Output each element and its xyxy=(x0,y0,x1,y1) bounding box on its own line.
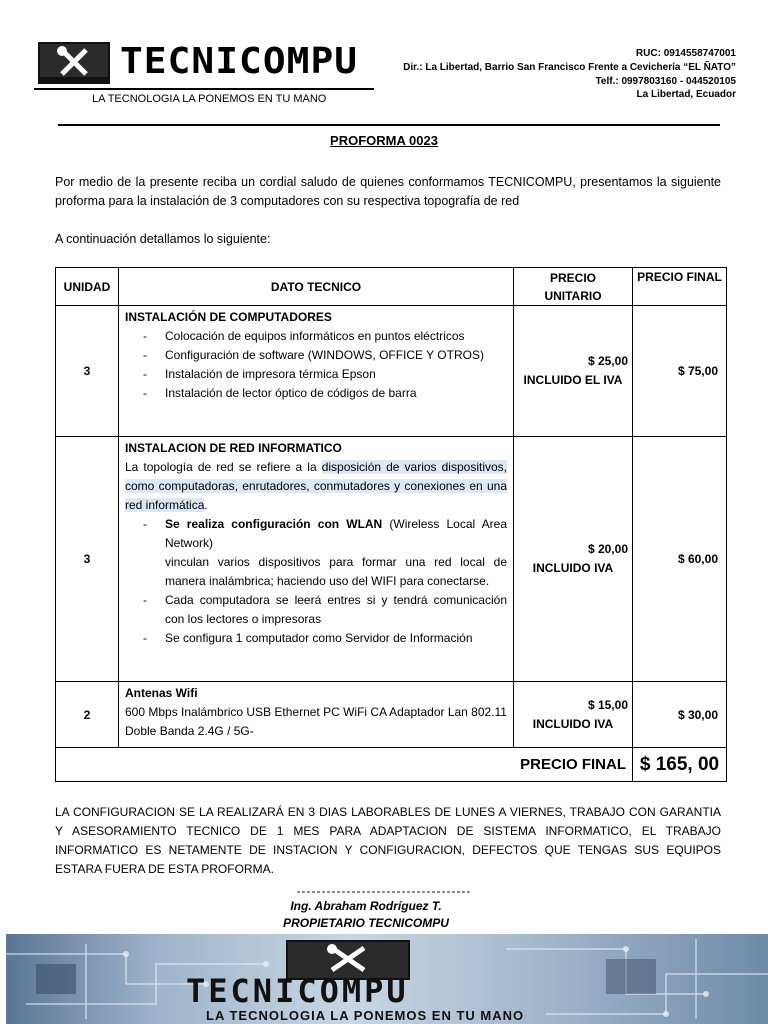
quote-table xyxy=(55,267,727,782)
logo-tools-icon xyxy=(38,42,110,84)
city-text: La Libertad, Ecuador xyxy=(636,89,736,100)
table-row xyxy=(56,437,727,682)
terms-paragraph: LA CONFIGURACION SE LA REALIZARÁ EN 3 DIAS LABORABLES DE LUNES A VIERNES, TRABAJO CON GARANTIA Y ASESORAMIENTO TECNICO DE 1 MES PARA ADAPTACION DE SISTEMA INFORMATICO, EL TRABAJO INFORMATICO ES NETAMENTE DE INSTACION Y CONFIGURACION, DEFECTOS QUE TENGAS SUS EQUIPOS ESTARA FUERA DE ESTA PROFORMA. xyxy=(55,805,721,876)
header-precio-unitario-line2: UNITARIO xyxy=(544,288,602,303)
table-header-row xyxy=(56,268,727,306)
row2-unit-price-value: $ 20,00 xyxy=(587,542,628,556)
signature-role: PROPIETARIO TECNICOMPU xyxy=(283,916,449,930)
header-unidad: UNIDAD xyxy=(56,268,119,306)
table-row xyxy=(56,682,727,748)
total-row xyxy=(56,748,727,782)
signature-name: Ing. Abraham Rodríguez T. xyxy=(290,899,442,913)
list-item xyxy=(165,515,507,591)
intro-followup: A continuación detallamos lo siguiente: xyxy=(55,232,271,246)
list-item: - Instalación de impresora térmica Epson xyxy=(165,365,507,384)
row2-text-c: . xyxy=(204,498,208,512)
row2-list xyxy=(125,515,507,648)
total-value: $ 165, 00 xyxy=(633,748,727,782)
list-item: - Se configura 1 computador como Servidor de Información xyxy=(165,629,507,648)
footer-banner xyxy=(6,934,768,1024)
signature-line: ----------------------------------- xyxy=(296,884,472,898)
row1-list xyxy=(125,327,507,403)
banner-brand-name: TECNICOMPU xyxy=(186,972,409,1010)
row1-title: INSTALACIÓN DE COMPUTADORES xyxy=(125,310,332,324)
brand-name: TECNICOMPU xyxy=(120,41,359,82)
table-row xyxy=(56,306,727,437)
row2-final-price: $ 60,00 xyxy=(633,437,727,682)
row1-unit-price-note: INCLUIDO EL IVA xyxy=(523,373,623,387)
list-item: - Configuración de software (WINDOWS, OFFICE Y OTROS) xyxy=(165,346,507,365)
list-item: - Cada computadora se leerá entres si y tendrá comunicación con los lectores o impresoras xyxy=(165,591,507,629)
intro-paragraph: Por medio de la presente reciba un cordial saludo de quienes conformamos TECNICOMPU, presentamos la siguiente proforma para la instalación de 3 computadores con su respectiva topografía de red xyxy=(55,175,721,208)
row1-unidad: 3 xyxy=(56,306,119,437)
row2-title: INSTALACION DE RED INFORMATICO xyxy=(125,441,342,455)
row2-unit-price xyxy=(514,437,633,682)
row3-text: 600 Mbps Inalámbrico USB Ethernet PC WiFi CA Adaptador Lan 802.11 Doble Banda 2.4G / 5G- xyxy=(125,705,507,738)
header-dato-tecnico: DATO TECNICO xyxy=(119,268,514,306)
row3-unit-price-note: INCLUIDO IVA xyxy=(532,716,614,731)
list-item: - Colocación de equipos informáticos en puntos eléctricos xyxy=(165,327,507,346)
row2-text-highlight: disposición de varios dispositivos, como computadoras, enrutadores, conmutadores y conexiones en una red informática xyxy=(125,460,507,512)
phone-text: Telf.: 0997803160 - 044520105 xyxy=(595,76,736,87)
header-precio-unitario-line1: PRECIO xyxy=(549,270,596,285)
row2-item1-bold: Se realiza configuración con WLAN xyxy=(165,517,383,531)
row1-final-price: $ 75,00 xyxy=(633,306,727,437)
header-rule xyxy=(58,124,720,126)
row2-description xyxy=(119,437,514,682)
list-item: - Instalación de lector óptico de códigos de barra xyxy=(165,384,507,403)
row3-description xyxy=(119,682,514,748)
header-precio-final: PRECIO FINAL xyxy=(633,268,727,306)
row1-unit-price-value: $ 25,00 xyxy=(587,354,628,368)
brand-slogan: LA TECNOLOGIA LA PONEMOS EN TU MANO xyxy=(92,93,327,105)
row2-unidad: 3 xyxy=(56,437,119,682)
row1-unit-price xyxy=(514,306,633,437)
ruc-text: RUC: 0914558747001 xyxy=(635,48,736,59)
row2-item1-rest: (Wireless Local Area Network) xyxy=(165,517,508,550)
row2-paragraph xyxy=(125,458,507,515)
row2-text-a: La topología de red se refiere a la xyxy=(125,460,322,474)
row2-unit-price-note: INCLUIDO IVA xyxy=(532,561,614,575)
document-title: PROFORMA 0023 xyxy=(330,133,438,148)
row3-final-price: $ 30,00 xyxy=(633,682,727,748)
row3-title: Antenas Wifi xyxy=(125,686,198,700)
row1-description xyxy=(119,306,514,437)
address-text: Dir.: La Libertad, Barrio San Francisco Frente a Cevichería “EL ÑATO” xyxy=(403,62,736,73)
row3-unit-price xyxy=(514,682,633,748)
banner-slogan: LA TECNOLOGIA LA PONEMOS EN TU MANO xyxy=(206,1008,525,1023)
row2-item1-cont: vinculan varios dispositivos para formar una red local de manera inalámbrica; haciendo uso del WIFI para conectarse. xyxy=(165,555,507,588)
brand-underline xyxy=(34,88,374,90)
row3-unidad: 2 xyxy=(56,682,119,748)
row3-unit-price-value: $ 15,00 xyxy=(587,697,628,712)
total-label: PRECIO FINAL xyxy=(56,748,633,782)
header-precio-unitario xyxy=(514,268,633,306)
